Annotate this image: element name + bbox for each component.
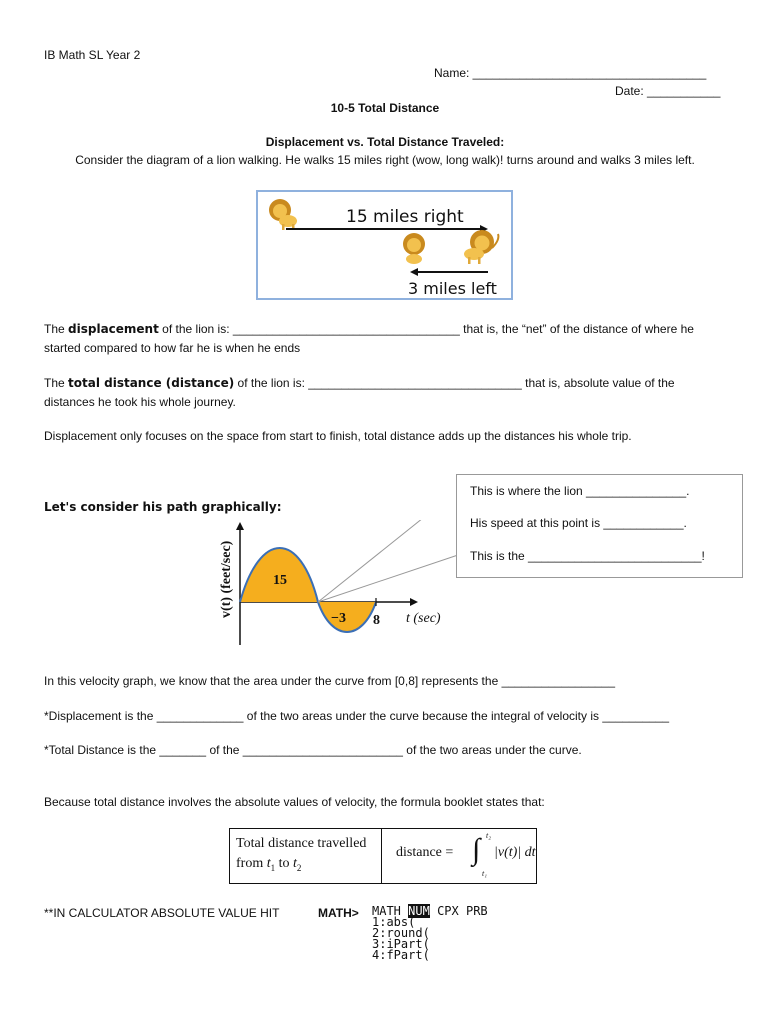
menu-cpx: CPX <box>437 904 459 918</box>
displacement-term: displacement <box>68 322 159 336</box>
callout-line-2[interactable]: His speed at this point is ____________. <box>470 516 687 530</box>
calculator-instruction: **IN CALCULATOR ABSOLUTE VALUE HIT <box>44 906 280 920</box>
total-distance-line1: The total distance (distance) of the lion is: ________________________________ that is, absolute value of the <box>44 376 675 390</box>
course-label: IB Math SL Year 2 <box>44 48 141 62</box>
menu-item-2: 2:round( <box>372 926 430 940</box>
section-heading: Displacement vs. Total Distance Traveled: <box>265 135 505 149</box>
callout-box <box>456 474 743 578</box>
date-field[interactable]: Date: ___________ <box>615 84 721 98</box>
lion-icon <box>464 230 498 264</box>
lion-diagram <box>256 190 513 300</box>
menu-item-4: 4:fPart( <box>372 948 430 962</box>
lion-icon <box>403 233 425 264</box>
menu-item-1: 1:abs( <box>372 915 416 929</box>
page-title: 10-5 Total Distance <box>330 101 440 115</box>
math-key: MATH> <box>318 906 359 920</box>
summary-text: Displacement only focuses on the space from start to finish, total distance adds up the distances his whole trip. <box>44 429 632 443</box>
lion-diagram-art <box>258 192 511 298</box>
negative-area <box>318 602 376 632</box>
label-right: 15 miles right <box>346 207 464 227</box>
area-positive-label: 15 <box>273 573 287 588</box>
formula-description: Total distance travelled from $t_1$ to $t_2$ <box>230 829 382 883</box>
area-negative-label: −3 <box>331 611 346 626</box>
formula-expression: distance = ∫ t₂ t₁ |v(t)| dt <box>396 831 536 878</box>
total-distance-line2: distances he took his whole journey. <box>44 395 236 409</box>
callout-line-3[interactable]: This is the __________________________! <box>470 549 705 563</box>
graph-heading: Let's consider his path graphically: <box>44 500 282 514</box>
velocity-graph <box>200 520 470 650</box>
displacement-line2: started compared to how far he is when he ends <box>44 341 301 355</box>
question-3[interactable]: *Total Distance is the _______ of the ________________________ of the two areas under the curve. <box>44 743 582 757</box>
intro-text: Consider the diagram of a lion walking. He walks 15 miles right (wow, long walk)! turns around and walks 3 miles left. <box>75 153 695 167</box>
label-left: 3 miles left <box>408 279 497 298</box>
x-axis-label: t (sec) <box>406 611 441 626</box>
displacement-line1: The displacement of the lion is: __________________________________ that is, the “net” of the distance of where he <box>44 322 694 336</box>
y-axis-label: v(t) (feet/sec) <box>219 540 234 618</box>
total-distance-term: total distance (distance) <box>68 376 235 390</box>
calculator-screen <box>372 906 488 961</box>
question-2[interactable]: *Displacement is the _____________ of the two areas under the curve because the integral of velocity is __________ <box>44 709 670 723</box>
menu-math: MATH <box>372 904 401 918</box>
menu-num: NUM <box>408 904 430 918</box>
question-1[interactable]: In this velocity graph, we know that the area under the curve from [0,8] represents the _________________ <box>44 674 616 688</box>
end-tick-label: 8 <box>373 613 380 628</box>
name-field[interactable]: Name: ___________________________________ <box>434 66 707 80</box>
menu-item-3: 3:iPart( <box>372 937 430 951</box>
formula-box <box>229 828 537 884</box>
formula-intro: Because total distance involves the absolute values of velocity, the formula booklet states that: <box>44 795 545 809</box>
lion-icon <box>269 199 297 230</box>
menu-prb: PRB <box>465 904 488 918</box>
callout-line-1[interactable]: This is where the lion _______________. <box>470 484 690 498</box>
